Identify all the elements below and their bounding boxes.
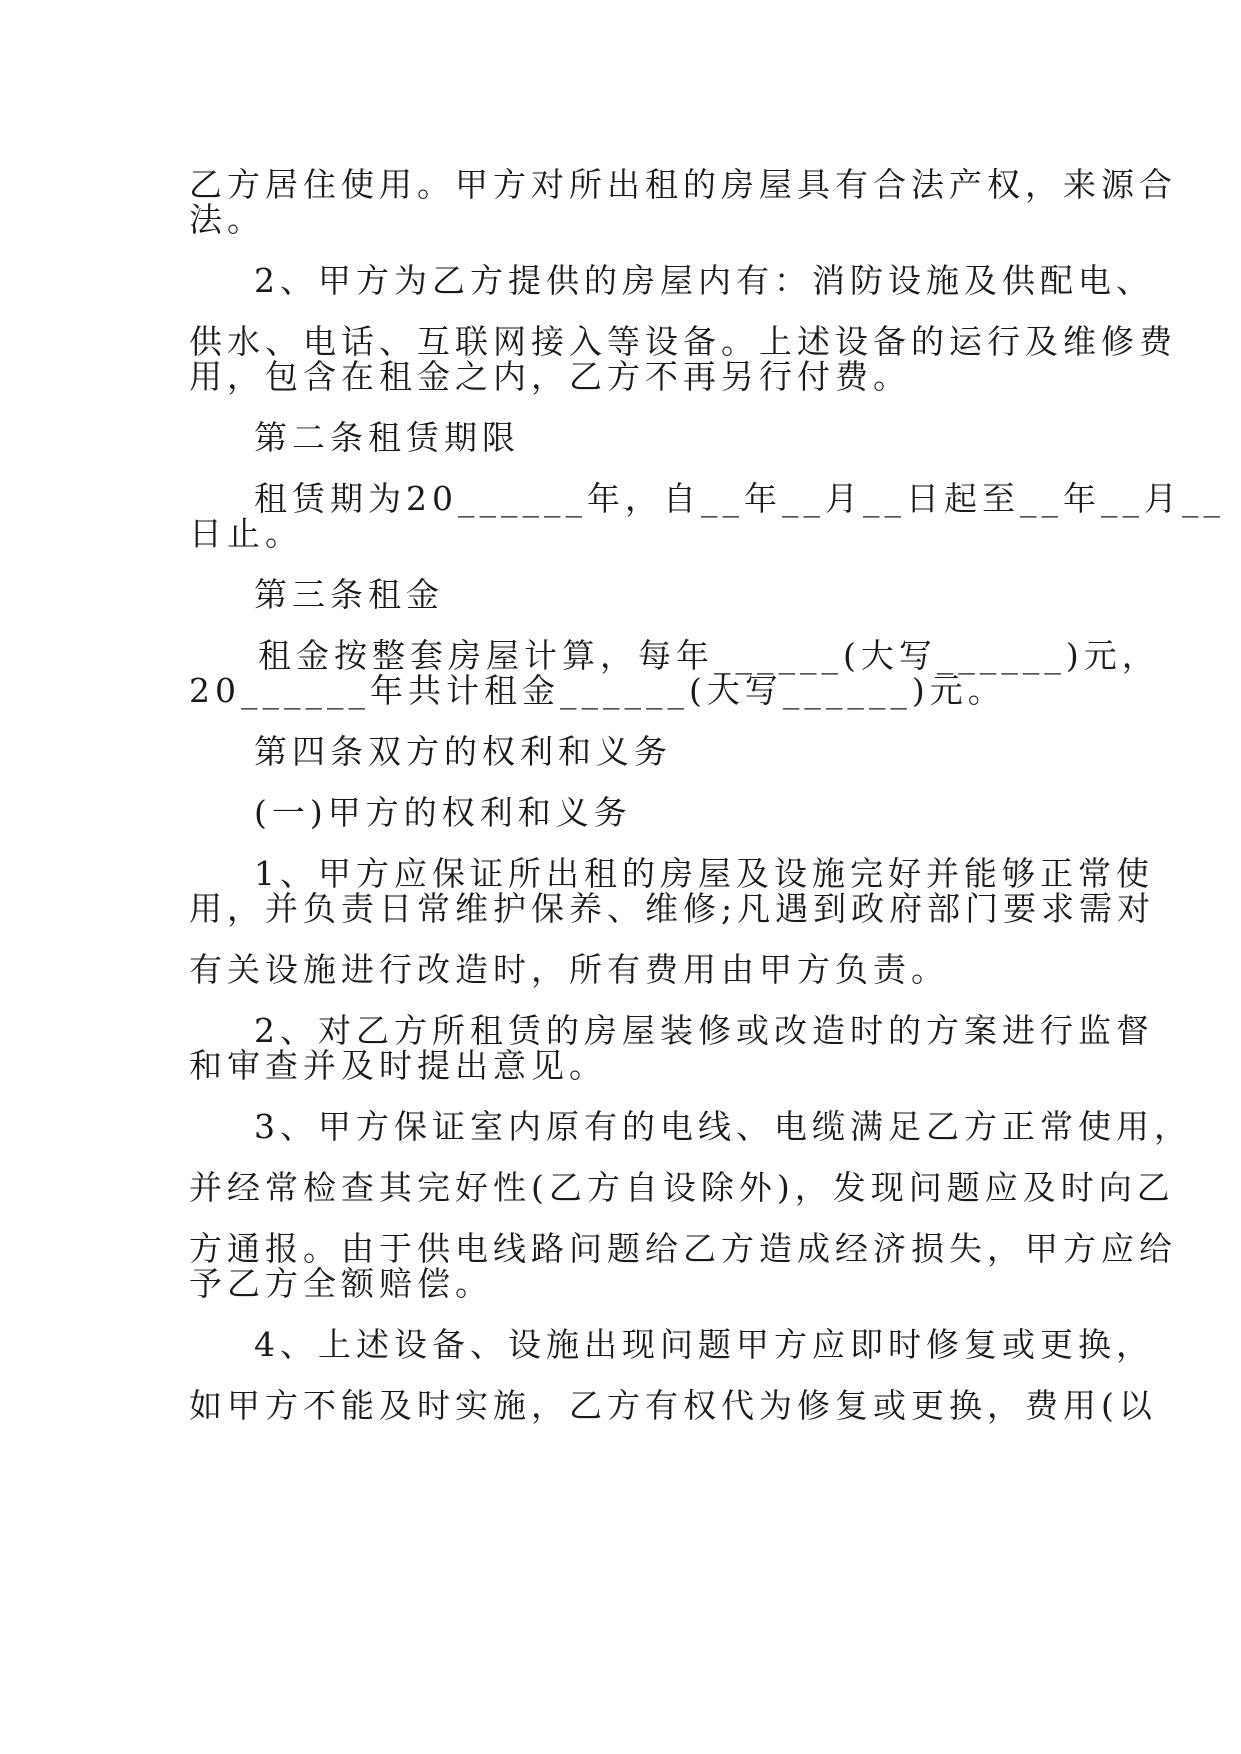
text-line: 2、甲方为乙方提供的房屋内有：消防设施及供配电、	[254, 261, 1154, 300]
text-line: 如甲方不能及时实施，乙方有权代为修复或更换，费用(以	[189, 1386, 1157, 1425]
text-line: 日止。	[189, 514, 303, 553]
subsection-heading: (一)甲方的权利和义务	[254, 793, 632, 832]
section-heading: 第三条租金	[254, 575, 444, 614]
section-heading: 第四条双方的权利和义务	[254, 732, 672, 771]
text-line: 租金按整套房屋计算，每年______(大写______)元，	[258, 636, 1160, 675]
text-line: 1、甲方应保证所出租的房屋及设施完好并能够正常使	[254, 854, 1154, 893]
text-line: 予乙方全额赔偿。	[189, 1264, 493, 1303]
text-line: 用，并负责日常维护保养、维修;凡遇到政府部门要求需对	[189, 889, 1156, 928]
text-line: 法。	[189, 200, 265, 239]
text-line: 3、甲方保证室内原有的电线、电缆满足乙方正常使用，	[254, 1107, 1192, 1146]
text-line: 和审查并及时提出意见。	[189, 1046, 607, 1085]
text-line: 方通报。由于供电线路问题给乙方造成经济损失，甲方应给	[189, 1229, 1177, 1268]
text-line: 有关设施进行改造时，所有费用由甲方负责。	[189, 950, 949, 989]
text-line: 并经常检查其完好性(乙方自设除外)，发现问题应及时向乙	[189, 1168, 1175, 1207]
section-heading: 第二条租赁期限	[254, 418, 520, 457]
text-line: 4、上述设备、设施出现问题甲方应即时修复或更换，	[254, 1325, 1154, 1364]
text-line: 租赁期为20______年，自__年__月__日起至__年__月__	[254, 479, 1225, 518]
text-line: 20______年共计租金______(大写______)元。	[189, 671, 1006, 710]
text-line: 2、对乙方所租赁的房屋装修或改造时的方案进行监督	[254, 1011, 1154, 1050]
text-line: 乙方居住使用。甲方对所出租的房屋具有合法产权，来源合	[189, 165, 1177, 204]
text-line: 用，包含在租金之内，乙方不再另行付费。	[189, 357, 911, 396]
text-line: 供水、电话、互联网接入等设备。上述设备的运行及维修费	[189, 322, 1177, 361]
